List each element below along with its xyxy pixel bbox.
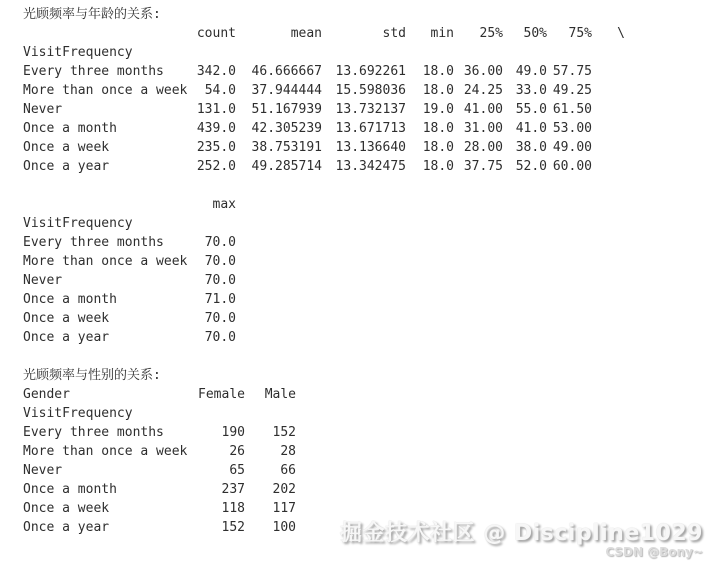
column-header: count [196, 26, 236, 41]
table-row [23, 157, 625, 176]
row-label: Every three months [23, 235, 164, 250]
line-continuation: \ [617, 26, 625, 41]
cell-value: 49.25 [552, 83, 592, 98]
cell-value: 118 [221, 501, 245, 516]
cell-value: 46.666667 [251, 64, 322, 79]
table-row [23, 119, 625, 138]
max-header-row [23, 195, 236, 214]
age-section-title: 光顾频率与年龄的关系: [23, 7, 161, 22]
index-name-row [23, 214, 236, 233]
cell-value: 13.692261 [335, 64, 406, 79]
table-row [23, 518, 296, 537]
cell-value: 52.0 [515, 159, 547, 174]
table-row [23, 423, 296, 442]
cell-value: 36.00 [463, 64, 503, 79]
cell-value: 18.0 [422, 64, 454, 79]
cell-value: 131.0 [196, 102, 236, 117]
column-header: 25% [479, 26, 503, 41]
cell-value: 42.305239 [251, 121, 322, 136]
cell-value: 37.75 [463, 159, 503, 174]
cell-value: 57.75 [552, 64, 592, 79]
row-label: Once a week [23, 311, 110, 326]
column-header: 50% [523, 26, 547, 41]
cell-value: 33.0 [515, 83, 547, 98]
cell-value: 41.00 [463, 102, 503, 117]
columns-name: Gender [23, 387, 70, 402]
gender-section-title: 光顾频率与性别的关系: [23, 368, 161, 383]
cell-value: 38.753191 [251, 140, 322, 155]
cell-value: 439.0 [196, 121, 236, 136]
cell-value: 60.00 [552, 159, 592, 174]
index-name: VisitFrequency [23, 406, 133, 421]
column-header: max [212, 197, 236, 212]
cell-value: 202 [272, 482, 296, 497]
row-label: Every three months [23, 425, 164, 440]
index-name-row [23, 404, 296, 423]
column-header: mean [290, 26, 322, 41]
cell-value: 70.0 [204, 235, 236, 250]
table-row [23, 252, 236, 271]
table-row [23, 499, 296, 518]
cell-value: 66 [280, 463, 296, 478]
cell-value: 18.0 [422, 140, 454, 155]
blank-line [23, 347, 715, 366]
cell-value: 49.00 [552, 140, 592, 155]
cell-value: 342.0 [196, 64, 236, 79]
row-label: Never [23, 463, 63, 478]
cell-value: 65 [229, 463, 245, 478]
cell-value: 18.0 [422, 83, 454, 98]
row-label: Once a week [23, 140, 110, 155]
index-name: VisitFrequency [23, 216, 133, 231]
cell-value: 70.0 [204, 330, 236, 345]
column-header: Female [198, 387, 245, 402]
table-row [23, 138, 625, 157]
cell-value: 100 [272, 520, 296, 535]
cell-value: 26 [229, 444, 245, 459]
header-spacer [23, 195, 190, 214]
cell-value: 61.50 [552, 102, 592, 117]
age-stats-table [23, 24, 625, 176]
row-label: Never [23, 102, 63, 117]
watermark-primary: 掘金技术社区 @ Discipline1029 [340, 521, 703, 546]
cell-value: 54.0 [204, 83, 236, 98]
row-label: Once a week [23, 501, 110, 516]
row-label: Once a month [23, 482, 117, 497]
gender-table [23, 385, 296, 537]
row-label: Once a month [23, 292, 117, 307]
table-row [23, 271, 236, 290]
age-max-table [23, 195, 236, 347]
cell-value: 13.671713 [335, 121, 406, 136]
cell-value: 37.944444 [251, 83, 322, 98]
cell-value: 19.0 [422, 102, 454, 117]
row-label: More than once a week [23, 444, 188, 459]
table-row [23, 62, 625, 81]
column-header: min [430, 26, 454, 41]
cell-value: 41.0 [515, 121, 547, 136]
row-label: Never [23, 273, 63, 288]
table-row [23, 290, 236, 309]
table-row [23, 309, 236, 328]
table-row [23, 81, 625, 100]
row-label: Once a year [23, 330, 110, 345]
table-row [23, 100, 625, 119]
cell-value: 70.0 [204, 254, 236, 269]
cell-value: 70.0 [204, 311, 236, 326]
row-label: Once a month [23, 121, 117, 136]
cell-value: 71.0 [204, 292, 236, 307]
cell-value: 28.00 [463, 140, 503, 155]
cell-value: 18.0 [422, 121, 454, 136]
cell-value: 13.136640 [335, 140, 406, 155]
table-row [23, 442, 296, 461]
cell-value: 13.732137 [335, 102, 406, 117]
index-name: VisitFrequency [23, 45, 133, 60]
cell-value: 49.285714 [251, 159, 322, 174]
cell-value: 152 [272, 425, 296, 440]
cell-value: 28 [280, 444, 296, 459]
cell-value: 53.00 [552, 121, 592, 136]
cell-value: 235.0 [196, 140, 236, 155]
gender-header-row [23, 385, 296, 404]
row-label: More than once a week [23, 254, 188, 269]
table-row [23, 480, 296, 499]
table-row [23, 233, 236, 252]
cell-value: 24.25 [463, 83, 503, 98]
column-header: 75% [568, 26, 592, 41]
cell-value: 31.00 [463, 121, 503, 136]
cell-value: 55.0 [515, 102, 547, 117]
cell-value: 252.0 [196, 159, 236, 174]
cell-value: 49.0 [515, 64, 547, 79]
stats-header-row [23, 24, 625, 43]
cell-value: 117 [272, 501, 296, 516]
cell-value: 51.167939 [251, 102, 322, 117]
cell-value: 18.0 [422, 159, 454, 174]
cell-value: 15.598036 [335, 83, 406, 98]
cell-value: 152 [221, 520, 245, 535]
watermark-secondary: CSDN @Bony~ [605, 545, 703, 559]
header-spacer [23, 24, 190, 43]
table-row [23, 328, 236, 347]
row-label: Once a year [23, 159, 110, 174]
table-row [23, 461, 296, 480]
row-label: More than once a week [23, 83, 188, 98]
cell-value: 13.342475 [335, 159, 406, 174]
blank-line [23, 176, 715, 195]
column-header: std [382, 26, 406, 41]
index-name-row [23, 43, 625, 62]
column-header: Male [264, 387, 296, 402]
cell-value: 237 [221, 482, 245, 497]
row-label: Every three months [23, 64, 164, 79]
row-label: Once a year [23, 520, 110, 535]
cell-value: 38.0 [515, 140, 547, 155]
cell-value: 70.0 [204, 273, 236, 288]
cell-value: 190 [221, 425, 245, 440]
